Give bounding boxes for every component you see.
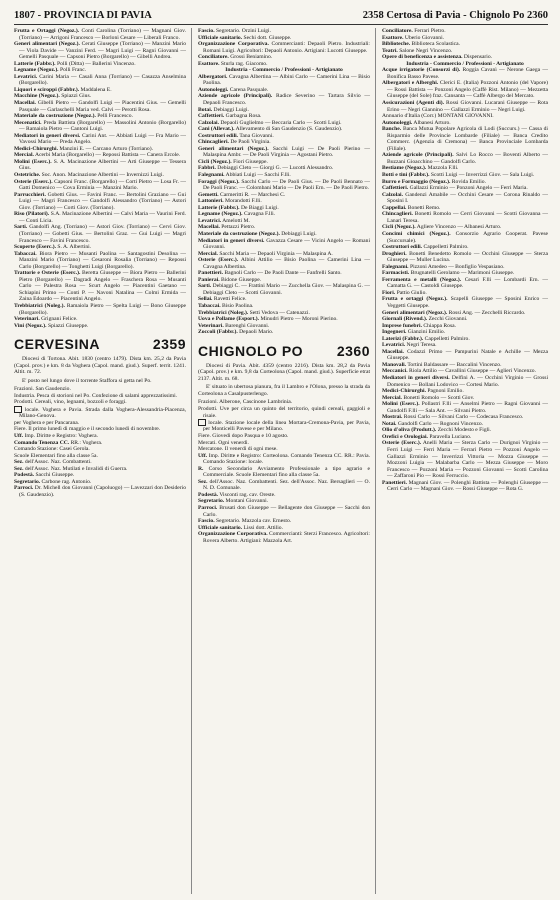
- directory-entry: Macchine (Negoz.). Spiazzi Gius.: [14, 93, 92, 100]
- column-divider-1: [191, 28, 192, 894]
- directory-entry: Generi alimentari (Negoz.). Rossi Ang. — Zecchelli Riccardo.: [382, 309, 526, 316]
- directory-entry: Conciliatore. Grossi Beniamino.: [198, 54, 273, 61]
- directory-entry: Mediatori in generi diversi. Carini Ant. — Abbiati Luigi — Fra Mario — Vavossi Mario — Preda Angelo.: [14, 132, 186, 146]
- directory-entry: Concimi chimici (Negoz.). Consorzio Agrario Cooperat. Pavese (Succursale).: [382, 230, 548, 244]
- directory-entry: Ufficiale sanitario. Sechi dott. Giuseppe.: [198, 34, 292, 41]
- directory-entry: Uova e Pollame (Esport.). Minudri Pietro — Moroni Pierino.: [198, 316, 338, 323]
- directory-entry: Autonoleggi. Carena Pasquale.: [198, 86, 269, 93]
- directory-entry: Farmacisti. Brugnatelli Gerolamo — Marimoni Giuseppe.: [382, 270, 515, 277]
- town-entries: [14, 472, 186, 498]
- directory-entry: Opere di beneficenza e assistenza. Dispensario.: [382, 54, 493, 61]
- town-name: CERVESINA: [14, 336, 100, 353]
- directory-entry: Sellai. Ravetti Felice.: [198, 296, 247, 303]
- directory-entry: Frutta e Ortaggi (Negoz.). Conti Carolina (Torriano) — Magnani Giov. (Torriano) — Arrigoni Francesco — Borloni Cesare — Liberali Franco.: [14, 28, 186, 41]
- directory-entry: Legname (Negoz.). Polli Franc.: [14, 67, 87, 74]
- directory-entry: Albergatori. Cavagna Albertina — Albini Carlo — Camerini Lina — Bisio Paolina.: [198, 73, 370, 87]
- directory-entry: Cappellai. Bonetti Remo.: [382, 204, 441, 211]
- header-rule: [14, 24, 548, 25]
- directory-entry: Cani (Allevat.). Allevamento di San Gaudenzio (S. Gaudenzio).: [198, 126, 343, 133]
- directory-entry: Macellai. Gibelli Pietro — Gandolfi Luigi — Piacentini Gius. — Gemelli Pasquale — Garlaschelli Maria ved. Calvi — Perotti Rosa.: [14, 100, 186, 113]
- header-left: 1807 - PROVINCIA DI PAVIA: [14, 9, 152, 21]
- directory-entry: Notai. Gandolfi Carlo — Rognoni Vincenzo.: [382, 420, 484, 427]
- directory-entry: Legname (Negoz.). Cavagna F.lli.: [198, 211, 276, 218]
- directory-entry: Parroci. Dr. Michell don Giovanni (Capoluogo) — Lavezzari don Desiderio (S. Gaudenzio).: [14, 485, 186, 498]
- town-name: CHIGNOLO PO: [198, 342, 304, 359]
- column-1: [14, 28, 186, 894]
- directory-entry: Scoperte (Eserc.). S. A. Albertini.: [14, 244, 92, 251]
- directory-entry: Lattonieri. Morandotti F.lli.: [198, 198, 262, 205]
- section-heading: Industria - Commercio / Professioni - Artigianato: [225, 67, 343, 74]
- directory-entry: Mercial. Acerbi Maria (Borgarello) — Repossi Battista — Canera Ercole.: [14, 152, 181, 159]
- directory-entry: Comando Tenenza CC. RR.: Voghera.: [14, 439, 103, 446]
- directory-entry: Sez. dell'Assoc. Naz. Combattenti.: [14, 459, 92, 466]
- town-offices: [14, 433, 186, 472]
- directory-entry: Osterie (Eserc.). Albini Attilio — Bisio Paolina — Camerini Lina — Cavagna Albertina.: [198, 257, 370, 270]
- directory-entry: Latterie (Fabbr.). Polli (Ditta) — Ballerini Vincenzo.: [14, 60, 136, 67]
- directory-entry: Vini (Negoz.). Spiazzi Giuseppe.: [14, 322, 89, 329]
- directory-entry: Frutta e ortaggi (Negoz.). Scapelli Giuseppe — Sposini Enrico — Veggetti Giuseppe.: [382, 296, 548, 309]
- town-note: E' situato in ubertosa pianura, fra il Lambro e l'Olona, presso la strada da Corteolona a Casalpusterlengo.: [198, 384, 370, 397]
- directory-entry: Organizzazione Corporativa. Commercianti: Depaoli Pietro. Industriali: Romani Luigi. Agricoltori: Depaoli Antonio. Artigiani: Lucotti Giuseppe.: [198, 41, 370, 54]
- directory-entry: Manovali. Tortini Baldassare — Baccalini Vincenzo.: [382, 361, 502, 368]
- directory-entry: Foraggi (Negoz.). Sacchi Carlo — De Paoli Gius. — De Paoli Bennato — De Paoli Franc. — Colombani Mario — De Paoli Ern. — De Paoli Pietro.: [198, 178, 370, 192]
- town-number: 2359: [152, 336, 186, 353]
- directory-entry: Panettieri. Bagnoli Carlo — De Paoli Dante — Fanfrelli Santo.: [198, 270, 342, 277]
- directory-entry: Macellai. Codazzi Primo — Pampurini Natale e Achille — Mezza Giuseppe.: [382, 348, 548, 362]
- post-text: locale. Stazione locale della linea Mortara-Cremona-Pavia, per Pavia, per Monticelli Pavese e per Milano.: [203, 419, 370, 433]
- post-office-icon: [198, 419, 206, 426]
- town-entries: [198, 492, 370, 544]
- directory-entry: Calzolai. Depaoli Guglielmo — Beccaria Carlo — Scotti Luigi.: [198, 119, 342, 126]
- directory-entry: Podestà. Sacchi Giuseppe.: [14, 472, 75, 479]
- directory-entry: Levatrici. Amelotti M.: [198, 217, 250, 224]
- directory-entry: Veterinari. Grignani Felice.: [14, 316, 78, 323]
- column-divider-2: [375, 28, 376, 894]
- directory-entry: Uff. Imp. Diritte e Registro: Voghera.: [14, 432, 99, 439]
- directory-entry: Burro e Formaggio (Negoz.). Rovida Emilio.: [382, 178, 486, 185]
- directory-entry: Ostetriche. Soc. Anon. Macinazione Albertini — Invernizzi Luigi.: [14, 172, 164, 179]
- directory-entry: Segretario. Carbone rag. Antonio.: [14, 478, 92, 485]
- directory-entry: Costruttori edili. Cappelletti Palmiro.: [382, 244, 469, 251]
- post-text: locale. Voghera e Pavia. Strada dalla Voghera-Alessandria-Piacenza, Milano-Genova.: [19, 406, 186, 420]
- directory-entry: Macellai. Pettazzi Pietro.: [198, 224, 256, 231]
- directory-entry: Parroci. Brusati don Giuseppe — Bellagente don Giuseppe — Sacchi don Carlo.: [198, 504, 370, 518]
- directory-entry: Mercial. Bonetti Romolo — Scotti Giov.: [382, 394, 475, 401]
- directory-entry: Acque irrigatorie (Consorzi di). Roggia Cavanì — Nerone Gaega — Bonifica Basso Pavese.: [382, 67, 548, 80]
- directory-entry: Orefici e Orologiai. Paravella Luciano.: [382, 433, 472, 440]
- directory-entry: Tabaccai. Bisio Paolina.: [198, 302, 254, 309]
- directory-entry: Generi alimentari (Negoz.). Cerati Giuseppe (Torriano) — Manzini Mario — Viola Davide — Vanzini Ferd. — Magri Luigi — Ragni Giovanni — Gemelli Pasquale — Capsoni Pietro (Borgarello) — Gibelli Andrea.: [14, 41, 186, 61]
- town-mercatone: Mercatone. Il venerdì di ogni mese.: [198, 446, 278, 453]
- section-heading: Industria - Commercio / Professioni - Artigianato: [406, 60, 524, 67]
- directory-entry: Botti e tini (Fabbr.). Scotti Luigi — Inverrizzi Giov. — Sala Luigi.: [382, 172, 535, 179]
- directory-entry: Podestà. Visconti rag. cav. Oreste.: [198, 491, 276, 498]
- town-intro: Diocesi di Pavia. Abit. 4359 (centro 2216). Dista km. 28,2 da Pavia (Capol. prov.) e km. 9,8 da Corteolona (Capol. mand. giud.). Superficie etrat 2137. Altit. m. 68.: [198, 362, 370, 382]
- directory-entry: Ferramenta e metalli (Negoz.). Cesari F.lli — Lombardi Ern. — Camatta G. — Castoldi Giuseppe.: [382, 276, 548, 290]
- directory-entry: Bestiame (Negoz.). Mazzola F.lli.: [382, 165, 459, 172]
- directory-entry: Mercial. Sacchi Maria — Depaoli Virginia — Malaspina A.: [198, 250, 333, 257]
- directory-entry: Botai. Debiaggi Luigi.: [198, 106, 249, 113]
- directory-entry: Parrucchieri. Gobetti Gius. — Favini Franc. — Bertolini Graziano — Gui Luigi — Magri Francesco — Gandolfi Alessandro (Torriano) — Astori Giov. (Torriano) — Corti Giov. (Torriano).: [14, 191, 186, 211]
- directory-entry: Generi alimentari (Negoz.). Sacchi Luigi — De Paoli Pierino — Malaspina Ambr. — De Paoli Virginia — Agostani Pietro.: [198, 145, 370, 159]
- directory-entry: Chincaglieri. De Paoli Virginia.: [198, 139, 271, 146]
- directory-entry: Segretario. Montani Giovanni.: [198, 498, 269, 505]
- directory-entry: Mediatori in generi diversi. Delfini A. — Occhini Virginio — Grossi Domenico — Bollani Lodovico — Cortesi Mario.: [382, 374, 548, 388]
- directory-entry: Giornali (Rivend.). Zecchi Giovanni.: [382, 316, 468, 323]
- directory-entry: Annuario d'Italia (Corr.) MONTANI GIOVANNI.: [382, 113, 494, 120]
- directory-entry: Sez. dell'Assoc. Naz. Mutilati e Invalidi di Guerra.: [14, 465, 128, 472]
- directory-entry: Imprese funebri. Chiappa Rosa.: [382, 322, 457, 329]
- directory-entry: Fiori. Pattio Giulio.: [382, 289, 427, 296]
- directory-entry: Ingegneri. Gianzini Emilio.: [382, 329, 446, 336]
- directory-entry: Esattore. Uberio Giovanni.: [382, 34, 445, 41]
- directory-entry: Riso (Pilatori). S.A. Macinazione Albertini — Calvi Maria — Vaurini Ferd. — Conti Licia.: [14, 211, 186, 224]
- directory-entry: Falegnami. Pizzoni Amedeo — Bonfiglio Vespasiano.: [382, 263, 505, 270]
- column-3: [382, 28, 548, 894]
- col3-entries: [382, 28, 548, 61]
- directory-entry: Panierai. Bidone Giuseppe.: [198, 276, 262, 283]
- directory-entry: Materiale da costruzione (Negoz.). Debiaggi Luigi.: [198, 230, 317, 237]
- directory-entry: Medici-Chirurghi. Pagnoni Emilio.: [382, 388, 464, 395]
- directory-entry: Banche. Banca Mutua Popolare Agricola di Lodi (Succurs.) — Cassa di Risparmio delle Provincie Lombarde (Filiale) — Banca Credito Commerc. (Agenzia di Cremona) — Banca Provinciale Lombarda (Filiale).: [382, 126, 548, 152]
- col1-entries: [14, 28, 186, 329]
- directory-entry: Autonoleggi. Albanesi Arturo.: [382, 119, 451, 126]
- directory-entry: Caffettieri. Gallazzi Erminio — Ponzoni Angelo — Ferri Maria.: [382, 185, 528, 192]
- directory-entry: Fascio. Segretario. Orzini Luigi.: [198, 28, 272, 34]
- directory-entry: Mediatori in generi diversi. Gavazza Cesare — Vicini Angelo — Romani Giovanni.: [198, 237, 370, 251]
- directory-entry: Cicli (Negoz.). Fiori Giuseppe.: [198, 158, 268, 165]
- directory-entry: Materiale da costruzione (Negoz.). Pelli Francesco.: [14, 113, 133, 120]
- directory-entry: Olio d'oliva (Produtt.). Zecchi Modesto e Figli.: [382, 427, 492, 434]
- directory-entry: Costruttori edili. Tana Giovanni.: [198, 132, 274, 139]
- directory-entry: Conciliatore. Ferrari Pietro.: [382, 28, 446, 34]
- directory-entry: R. Corso Secondario Avviamento Professionale a tipo agrario e Commerciale. Scuole Elementari fino alla classe 5a.: [198, 465, 370, 479]
- directory-entry: Mostrai. Rossi Carlo — Silvani Carlo — Codecasa Francesco.: [382, 414, 524, 421]
- directory-entry: Scuole Elementari fino alla classe 5a.: [14, 452, 98, 459]
- post-office-icon: [14, 406, 22, 413]
- town-prodotti: Prodotti. Cereali, vino, legnami, bozzoli e foraggi.: [14, 399, 127, 406]
- directory-entry: Ufficiale sanitario. Lissi dott. Attilio.: [198, 524, 283, 531]
- directory-entry: Falegnami. Abbiati Luigi — Sacchi F.lli.: [198, 172, 291, 179]
- directory-entry: Gemetti. Carmeritti R. — Marchesi C.: [198, 191, 286, 198]
- directory-entry: Levatrici. Negri Teresa.: [382, 342, 437, 349]
- directory-entry: Teatri. Salone Negri Vincenzo.: [382, 47, 453, 54]
- directory-entry: Sarti. Debiaggi C. — Frattini Mario — Zucchella Giov. — Malaspina G. — Debiaggi Cleto — Scotti Giovanni.: [198, 283, 370, 296]
- directory-entry: Osterie (Eserc.). Anelli Maria — Sterza Carlo — Durignoi Virginio — Ferri Luigi — Ferri Maria — Ferrari Pietro — Pozzoni Angelo — Gallazzi Erminio — Inverrizzi Vittoria — Mozza Giuseppe — Mozzoni Luigia — Malabarba Carlo — Mezza Giuseppe — Moro Francesco — Pozzoni Maria — Pozzoni Giovanni — Scotti Carolina — Zaffaroni Pio — Rossi Ferruccio.: [382, 440, 548, 480]
- directory-entry: Chincaglieri. Bonetti Romolo — Cerri Giovanni — Scotti Giovanna — Lanari Teresa.: [382, 211, 548, 224]
- directory-entry: Trebbiatrici (Noleg.). Setti Vedova — Catenazzi.: [198, 309, 310, 316]
- town-fiere: Fiere. Giovedì dopo Pasqua e 10 agosto.: [198, 432, 289, 439]
- directory-entry: Comando Stazione: Casei Gerola.: [14, 446, 90, 453]
- directory-entry: Trebbiatrici (Noleg.). Ramaiola Pietro — Spelta Luigi — Bono Giuseppe (Borgarello).: [14, 302, 186, 316]
- directory-entry: Organizzazione Corporativa. Commercianti: Sterzi Francesco. Agricoltori: Rovera Alberto. Artigiani: Mazzola Art.: [198, 531, 370, 544]
- directory-entry: Aziende agricole (Principali). Salvi Lo Rocco — Boventi Alberto — Buzzani Gioacchino — Gandolfi Carlo.: [382, 152, 548, 165]
- directory-entry: Sarti. Gandolfi Ang. (Torriano) — Astori Giov. (Torriano) — Cervi Giov. (Torriano) — Gobetti Gius. — Bertolini Graz. — Gui Luigi — Magri Francesco — Favini Francesco.: [14, 224, 186, 244]
- directory-entry: Osterie (Eserc.). Capsoni Franc. (Borgarello) — Corti Pietro — Losa Fr. — Gatti Domenico — Cova Erminia — Manzini Mario.: [14, 178, 186, 192]
- col2b-entries: [198, 74, 370, 336]
- directory-entry: Trattorie e Osterie (Eserc.). Beretta Giuseppe — Biora Pietro — Ballerini Pietro (Borgarello) — Dagradi Angelo — Fraschera Rosa — Musanti Carlo — Palestra Rosa — Scurt Angelo — Piacentini Gaetano — Schiapini Primo — Conti P. — Navoni Natalina — Colmi Ermida — Zaina Edoardo — Piacentini Angelo.: [14, 270, 186, 303]
- town-fiere: Fiere. Il primo lunedì di maggio e il secondo lunedì di novembre.: [14, 426, 161, 433]
- header-right: 2358 Certosa di Pavia - Chignolo Po 2360: [362, 9, 548, 21]
- directory-entry: Calzolai. Gandenzi Amabile — Occhini Cesare — Corona Rinaldo — Sposini I.: [382, 191, 548, 205]
- directory-entry: Molini (Eserc.). Pollastri F.lli — Anselmi Pietro — Ragni Giovanni — Gandolfi F.lli — Sala Ant. — Silvani Pietro.: [382, 401, 548, 414]
- directory-entry: Panettieri. Magnani Giov. — Polenghi Battista — Polenghi Giuseppe — Cerri Carlo — Magnani Giov. — Rossi Giuseppe — Rota G.: [382, 479, 548, 493]
- town-note: E' posto nel lungo dove il torrente Staffora si getta nel Po.: [22, 377, 152, 384]
- town-offices: [198, 453, 370, 492]
- col2-entries: [198, 28, 370, 67]
- directory-entry: Aziende agricole (Principali). Radice Severino — Tartara Silvio — Depaoli Francesco.: [198, 93, 370, 107]
- col3b-entries: [382, 67, 548, 493]
- directory-entry: Caffettieri. Garbagna Rosa.: [198, 113, 262, 120]
- directory-entry: Biblioteche. Biblioteca Scolastica.: [382, 41, 460, 48]
- town-industria: Industria. Pesca di storioni nel Po. Confezione di salami apprezzatissimi.: [14, 392, 178, 399]
- directory-entry: Levatrici. Carini Maria — Casali Anna (Torriano) — Casazza Anselmina (Borgarello).: [14, 73, 186, 87]
- directory-entry: Veterinari. Barenghi Giovanni.: [198, 322, 270, 329]
- directory-entry: Laterizi (Fabbr.). Cappelletti Palmiro.: [382, 335, 470, 342]
- town-prodotti: Prodotti. Uve per circa un quinto del territorio, quindi cereali, gaggioli e risaie.: [198, 405, 370, 419]
- directory-entry: Fascio. Segretario. Mazzola cav. Ernesto.: [198, 518, 292, 525]
- directory-entry: Meccanici. Riola Attilio — Cavallini Giuseppe — Aglieri Vincenzo.: [382, 368, 536, 375]
- town-mercati: Mercati. Ogni venerdì.: [198, 439, 249, 446]
- directory-entry: Latterie (Fabbr.). De Biaggi Luigi.: [198, 204, 279, 211]
- town-frazioni: Frazioni. Alberone, Cascinone Lambrinia.: [198, 399, 293, 406]
- directory-entry: Liquori e sciroppi (Fabbr.). Maddalena E.: [14, 86, 112, 93]
- directory-entry: Mecenatici. Preda Battista (Borgarello) — Massolini Antonio (Borgarello) — Ramaiola Pietro — Cantoni Luigi.: [14, 119, 186, 133]
- town-post: [14, 406, 186, 420]
- town-intro: Diocesi di Tortona. Abit. 1830 (centro 1479). Dista km. 25,2 da Pavia (Capol. prov.) e km. 8 da Voghera (Capol. mand. giud.). Superf. territ. 1241. Altit. m. 72.: [14, 356, 186, 376]
- directory-entry: Uff. Imp. Diritte e Registro: Corteolona. Comando Tenenza CC. RR.: Pavia. Comando Stazione: locale.: [198, 452, 370, 466]
- column-2: [198, 28, 370, 894]
- directory-entry: Sez. dell'Assoc. Naz. Combattenti. Sez. dell'Assoc. Naz. Bersaglieri — O. N. D. Comunale.: [198, 478, 370, 492]
- directory-entry: Droghieri. Bonetti Benedetto Romolo — Occhini Giuseppe — Sterza Giuseppe — Muller Lucina.: [382, 250, 548, 264]
- directory-entry: Medici-Chirurghi. Manzini E. — Carcano Arturo (Torriano).: [14, 145, 153, 152]
- town-per: per Voghera e per Pancarana.: [14, 419, 80, 426]
- directory-entry: Cicli (Negoz.). Agliere Vincenzo — Albanesi Arturo.: [382, 224, 502, 231]
- page-header: [14, 8, 548, 22]
- town-post: [198, 419, 370, 433]
- directory-entry: Tabaccai. Biora Pietro — Musanti Paolina — Santagostini Desolina — Manzini Mario (Torriano) — Cesaroni Rosalia (Torriano) — Repossi Carlo (Borgarello) — Tonghetti Luigi (Borgarello).: [14, 250, 186, 270]
- town-number: 2360: [336, 342, 370, 359]
- chignolo-heading: [198, 342, 370, 360]
- directory-entry: Fabbri. Debiaggi Cleto — Giorgi G. — Lucotti Alessandro.: [198, 165, 334, 172]
- cervesina-heading: [14, 335, 186, 353]
- town-frazioni: Frazioni. San Gaudenzio.: [14, 386, 71, 393]
- directory-entry: Zoccoli (Fabbr.). Depaoli Mario.: [198, 329, 274, 336]
- directory-entry: Assicurazioni (Agenti di). Rossi Giovanni. Lucarani Giuseppe — Rota Erino — Negri Giannino — Gallazzi Erminio — Negri Luigi.: [382, 100, 548, 113]
- directory-entry: Albergatori e Alberghi. Clerici E. (Italia) Pozzoni Antonio (del Vapore) — Rossi Battista — Ponzoni Angelo (Caffè Rist. Milano) — Mezzetta Giuseppe (del Sole) fraz. Cansanta — Caffè Albergo del Mercato.: [382, 80, 548, 100]
- directory-entry: Molini (Eserc.). S. A. Macinazione Albertini — Arti Giuseppe — Tessera Gius.: [14, 158, 186, 172]
- directory-entry: Esattore. Sturla rag. Giacomo.: [198, 60, 268, 67]
